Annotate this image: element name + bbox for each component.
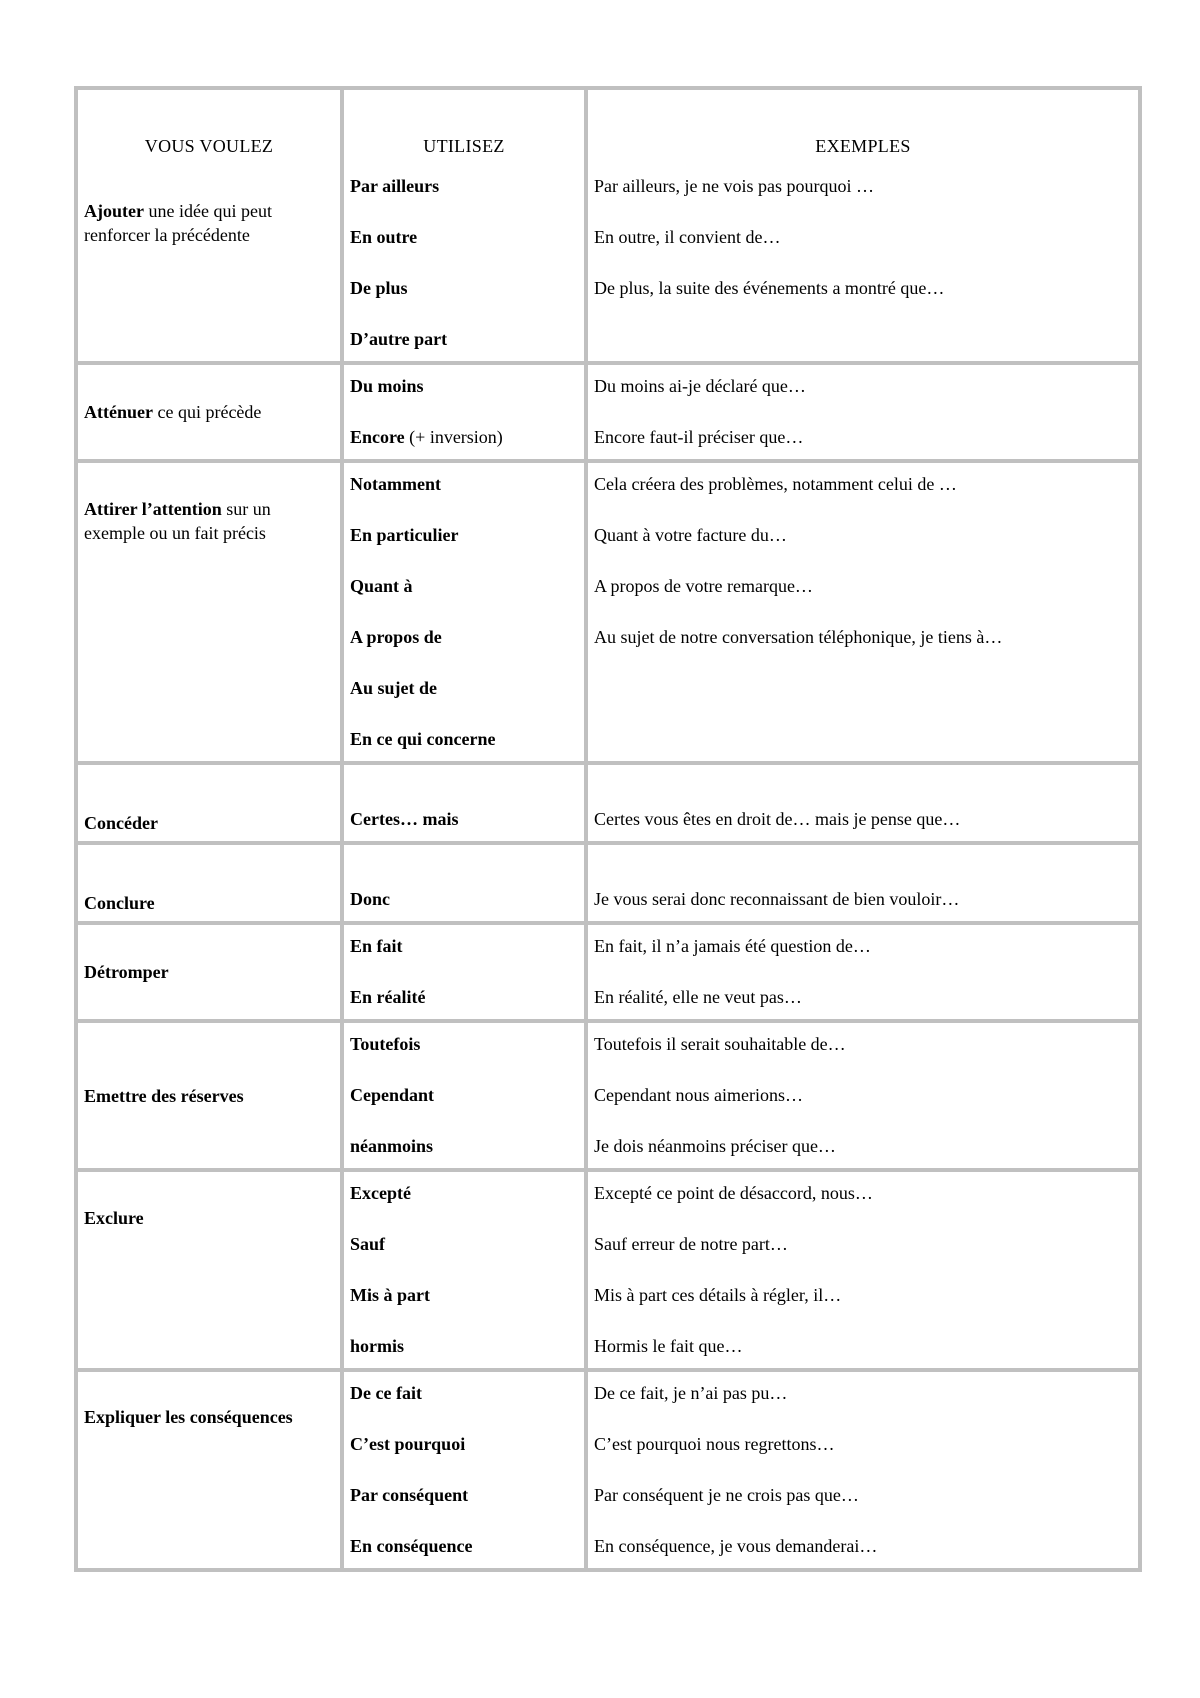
want-rest-text: ce qui précède — [152, 402, 262, 422]
connector-label: En outre — [350, 227, 418, 247]
connectors-table — [78, 90, 1138, 1568]
use-cell — [344, 365, 588, 463]
header-examples: EXEMPLES — [815, 136, 911, 156]
connector-item — [350, 1226, 578, 1277]
example-text — [594, 721, 1132, 757]
connector-item — [350, 419, 578, 455]
table-row — [78, 165, 1138, 365]
connector-item — [350, 1026, 578, 1077]
connector-label: D’autre part — [350, 329, 448, 349]
examples-cell — [588, 1372, 1138, 1568]
connector-item — [350, 670, 578, 721]
connector-item — [350, 466, 578, 517]
want-rest-text: une idée qui peut renforcer la précédente — [84, 201, 272, 245]
want-cell — [78, 925, 344, 1023]
want-bold-text: Détromper — [84, 962, 169, 982]
want-bold-text: Attirer l’attention — [84, 499, 222, 519]
want-cell — [78, 765, 344, 845]
use-cell — [344, 1172, 588, 1372]
header-use: UTILISEZ — [344, 90, 588, 165]
header-row — [78, 90, 1138, 165]
connector-item — [350, 1477, 578, 1528]
connector-item — [350, 1375, 578, 1426]
use-cell — [344, 165, 588, 365]
example-text: Du moins ai-je déclaré que… — [594, 376, 806, 396]
connector-label: Quant à — [350, 576, 413, 596]
example-text: Au sujet de notre conversation téléphonique, je tiens à… — [594, 627, 1003, 647]
example-text: En outre, il convient de… — [594, 227, 781, 247]
example-text: A propos de votre remarque… — [594, 576, 813, 596]
connector-item — [350, 368, 578, 419]
examples-cell — [588, 365, 1138, 463]
example-text: De plus, la suite des événements a montré que… — [594, 278, 945, 298]
example-text: Quant à votre facture du… — [594, 525, 787, 545]
connector-label: Toutefois — [350, 1034, 421, 1054]
table-row — [78, 1372, 1138, 1568]
connector-label: De ce fait — [350, 1383, 422, 1403]
connector-label: Certes… mais — [350, 809, 459, 829]
use-cell — [344, 463, 588, 765]
examples-cell — [588, 925, 1138, 1023]
connector-label: A propos de — [350, 627, 442, 647]
example-text: Certes vous êtes en droit de… mais je pense que… — [594, 809, 961, 829]
connector-label: néanmoins — [350, 1136, 434, 1156]
example-text: Je vous serai donc reconnaissant de bien vouloir… — [594, 889, 960, 909]
connector-label: Mis à part — [350, 1285, 430, 1305]
connector-item — [350, 1328, 578, 1364]
connector-item — [350, 1426, 578, 1477]
example-text: Sauf erreur de notre part… — [594, 1234, 788, 1254]
table-row — [78, 463, 1138, 765]
header-want: VOUS VOULEZ — [78, 90, 344, 165]
example-text: Par ailleurs, je ne vois pas pourquoi … — [594, 176, 874, 196]
want-cell — [78, 1172, 344, 1372]
connector-item — [350, 321, 578, 357]
connector-item — [350, 1077, 578, 1128]
connector-item — [350, 568, 578, 619]
example-text: En réalité, elle ne veut pas… — [594, 987, 802, 1007]
example-text: Je dois néanmoins préciser que… — [594, 1136, 836, 1156]
connector-label: Notamment — [350, 474, 441, 494]
connector-item — [350, 219, 578, 270]
example-text — [594, 321, 1132, 357]
table-row — [78, 1023, 1138, 1172]
example-text — [594, 670, 1132, 721]
connector-label: hormis — [350, 1336, 404, 1356]
connector-label: En particulier — [350, 525, 459, 545]
example-text: Excepté ce point de désaccord, nous… — [594, 1183, 873, 1203]
example-text: De ce fait, je n’ai pas pu… — [594, 1383, 788, 1403]
connector-item — [350, 801, 578, 837]
connectors-table-frame — [74, 86, 1142, 1572]
connector-label: Au sujet de — [350, 678, 438, 698]
connector-item — [350, 979, 578, 1015]
connector-label: Encore — [350, 427, 405, 447]
examples-cell — [588, 1172, 1138, 1372]
connector-item — [350, 517, 578, 568]
examples-cell — [588, 845, 1138, 925]
connector-item — [350, 721, 578, 757]
connector-note: (+ inversion) — [404, 427, 503, 447]
connector-item — [350, 1277, 578, 1328]
connector-label: Donc — [350, 889, 390, 909]
example-text: Hormis le fait que… — [594, 1336, 743, 1356]
connector-label: En ce qui concerne — [350, 729, 496, 749]
want-bold-text: Concéder — [84, 813, 158, 833]
examples-cell — [588, 1023, 1138, 1172]
connector-item — [350, 270, 578, 321]
connector-label: Par conséquent — [350, 1485, 469, 1505]
example-text: Par conséquent je ne crois pas que… — [594, 1485, 859, 1505]
connector-label: En réalité — [350, 987, 426, 1007]
examples-cell — [588, 165, 1138, 365]
use-cell — [344, 845, 588, 925]
use-cell — [344, 1372, 588, 1568]
connector-item — [350, 1175, 578, 1226]
connector-label: De plus — [350, 278, 408, 298]
example-text: Encore faut-il préciser que… — [594, 427, 804, 447]
want-cell — [78, 165, 344, 365]
connector-label: Sauf — [350, 1234, 386, 1254]
example-text: Cela créera des problèmes, notamment celui de … — [594, 474, 957, 494]
example-text: En fait, il n’a jamais été question de… — [594, 936, 871, 956]
table-row — [78, 925, 1138, 1023]
connector-label: C’est pourquoi — [350, 1434, 466, 1454]
connector-label: En fait — [350, 936, 403, 956]
example-text: Toutefois il serait souhaitable de… — [594, 1034, 846, 1054]
want-cell — [78, 1023, 344, 1172]
connector-item — [350, 619, 578, 670]
use-cell — [344, 925, 588, 1023]
connector-label: En conséquence — [350, 1536, 473, 1556]
want-rest-text: sur un exemple ou un fait précis — [84, 499, 271, 543]
example-text: C’est pourquoi nous regrettons… — [594, 1434, 835, 1454]
table-row — [78, 845, 1138, 925]
connector-label: Du moins — [350, 376, 424, 396]
connector-item — [350, 168, 578, 219]
connector-label: Excepté — [350, 1183, 411, 1203]
connector-label: Cependant — [350, 1085, 435, 1105]
connector-item — [350, 1128, 578, 1164]
use-cell — [344, 765, 588, 845]
want-bold-text: Atténuer — [84, 402, 153, 422]
table-row — [78, 1172, 1138, 1372]
table-row — [78, 765, 1138, 845]
use-cell — [344, 1023, 588, 1172]
connector-item — [350, 1528, 578, 1564]
want-bold-text: Exclure — [84, 1208, 144, 1228]
connector-item — [350, 928, 578, 979]
connector-label: Par ailleurs — [350, 176, 440, 196]
example-text: Cependant nous aimerions… — [594, 1085, 803, 1105]
want-bold-text: Conclure — [84, 893, 155, 913]
want-cell — [78, 845, 344, 925]
want-bold-text: Ajouter — [84, 201, 144, 221]
want-cell — [78, 463, 344, 765]
want-cell — [78, 1372, 344, 1568]
examples-cell — [588, 765, 1138, 845]
examples-cell — [588, 463, 1138, 765]
want-cell — [78, 365, 344, 463]
connector-item — [350, 881, 578, 917]
table-row — [78, 365, 1138, 463]
example-text: En conséquence, je vous demanderai… — [594, 1536, 878, 1556]
want-bold-text: Expliquer les conséquences — [84, 1407, 293, 1427]
example-text: Mis à part ces détails à régler, il… — [594, 1285, 842, 1305]
want-bold-text: Emettre des réserves — [84, 1085, 244, 1106]
